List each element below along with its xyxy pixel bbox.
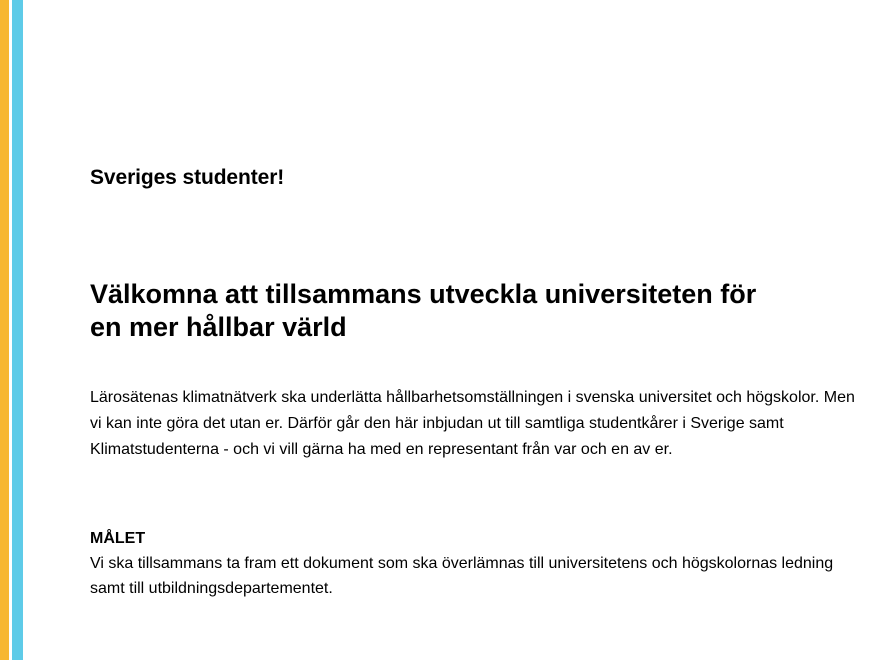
decorative-stripe-blue <box>12 0 23 660</box>
section-heading-goal: MÅLET <box>90 530 146 547</box>
section-body-goal: Vi ska tillsammans ta fram ett dokument som ska överlämnas till universitetens och högskolornas ledning samt till utbildningsdepartementet. <box>90 555 834 597</box>
headline: Välkomna att tillsammans utveckla universiteten för en mer hållbar värld <box>90 279 757 342</box>
intro-paragraph: Lärosätenas klimatnätverk ska underlätta hållbarhetsomställningen i svenska universitet och högskolor. Men vi kan inte göra det utan er. Därför går den här inbjudan ut till samtliga studentkårer i Sverige samt Klimatstudenterna - och vi vill gärna ha med en representant från var och en av er. <box>90 389 855 458</box>
greeting: Sveriges studenter! <box>90 166 285 189</box>
decorative-stripe-yellow <box>0 0 9 660</box>
